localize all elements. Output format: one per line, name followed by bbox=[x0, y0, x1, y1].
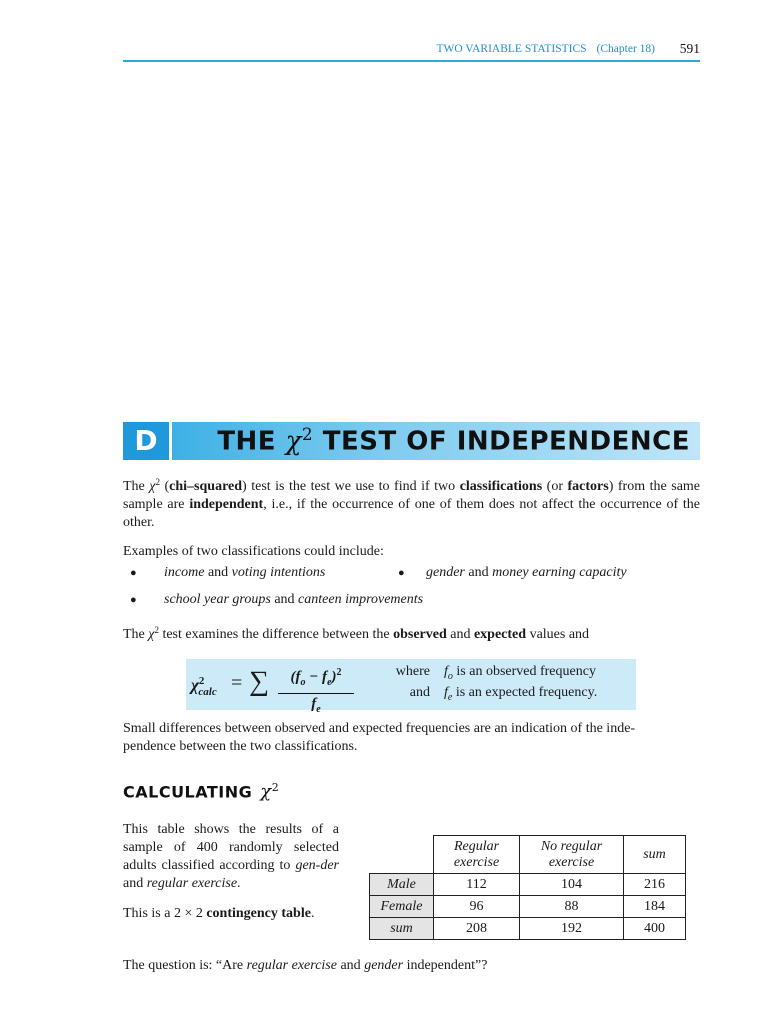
table-row bbox=[370, 874, 686, 896]
row-header: sum bbox=[370, 918, 434, 940]
running-head-title: TWO VARIABLE STATISTICS (Chapter 18) bbox=[436, 43, 655, 55]
table-intro-paragraph: This table shows the results of a sample of 400 randomly selected adults classified according to gen-der and regular exercise. bbox=[123, 822, 339, 891]
row-header: Male bbox=[370, 874, 434, 896]
section-banner bbox=[123, 422, 700, 460]
section-title: THE $\chi^2$ TEST OF INDEPENDENCE bbox=[217, 425, 690, 457]
table-row bbox=[370, 918, 686, 940]
chapter-label: (Chapter 18) bbox=[596, 43, 655, 55]
formula-lhs: $\chi^2_{calc}$ bbox=[191, 675, 217, 699]
formula-equals: = bbox=[231, 672, 243, 694]
table-cell: 88 bbox=[520, 896, 624, 918]
contingency-sentence: This is a 2 × 2 contingency table. bbox=[123, 906, 315, 921]
table-cell: 208 bbox=[434, 918, 520, 940]
running-head bbox=[123, 40, 700, 62]
test-paragraph: The $\chi^2$ test examines the difference between the observed and expected values and bbox=[123, 625, 590, 642]
formula-fraction bbox=[278, 663, 354, 720]
row-header: Female bbox=[370, 896, 434, 918]
fraction-numerator: $(f_o - f_e)^2$ bbox=[278, 663, 354, 694]
column-header: No regular exercise bbox=[520, 836, 624, 874]
section-letter: D bbox=[134, 424, 158, 457]
example-item: ● school year groups and canteen improvements bbox=[130, 592, 424, 607]
table-cell: 112 bbox=[434, 874, 520, 896]
intro-paragraph: The $\chi^2$ (chi–squared) test is the test we use to find if two classifications (or factors) from the same sample are independent, i.e., if the occurrence of one of them does not affect the occurrence of the other. bbox=[123, 477, 701, 530]
column-header: sum bbox=[624, 836, 686, 874]
calculating-heading: CALCULATING $\chi^2$ bbox=[123, 781, 280, 803]
sum-symbol: ∑ bbox=[249, 666, 269, 697]
column-header: Regular exercise bbox=[434, 836, 520, 874]
small-differences-paragraph: Small differences between observed and expected frequencies are an indication of the inde- pendence between the two classifications. bbox=[123, 721, 636, 754]
table-cell: 104 bbox=[520, 874, 624, 896]
example-item: ● income and voting intentions bbox=[130, 565, 326, 580]
table-cell: 216 bbox=[624, 874, 686, 896]
table-row bbox=[370, 896, 686, 918]
table-cell: 184 bbox=[624, 896, 686, 918]
contingency-table bbox=[369, 835, 686, 940]
question-sentence: The question is: “Are regular exercise and gender independent”? bbox=[123, 958, 488, 973]
example-item: ● gender and money earning capacity bbox=[398, 565, 627, 580]
fraction-denominator: $f_e$ bbox=[311, 696, 321, 715]
table-cell: 192 bbox=[520, 918, 624, 940]
table-cell: 96 bbox=[434, 896, 520, 918]
section-letter-box bbox=[123, 422, 172, 460]
page-number: 591 bbox=[679, 41, 700, 56]
table-cell: 400 bbox=[624, 918, 686, 940]
formula-where-line: where $f_o$ is an observed frequency bbox=[395, 664, 596, 682]
table-corner bbox=[370, 836, 434, 874]
formula-box bbox=[186, 659, 636, 715]
table-header-row bbox=[370, 836, 686, 874]
examples-lead: Examples of two classifications could include: bbox=[123, 544, 384, 559]
formula-and-line: and $f_e$ is an expected frequency. bbox=[409, 685, 598, 703]
